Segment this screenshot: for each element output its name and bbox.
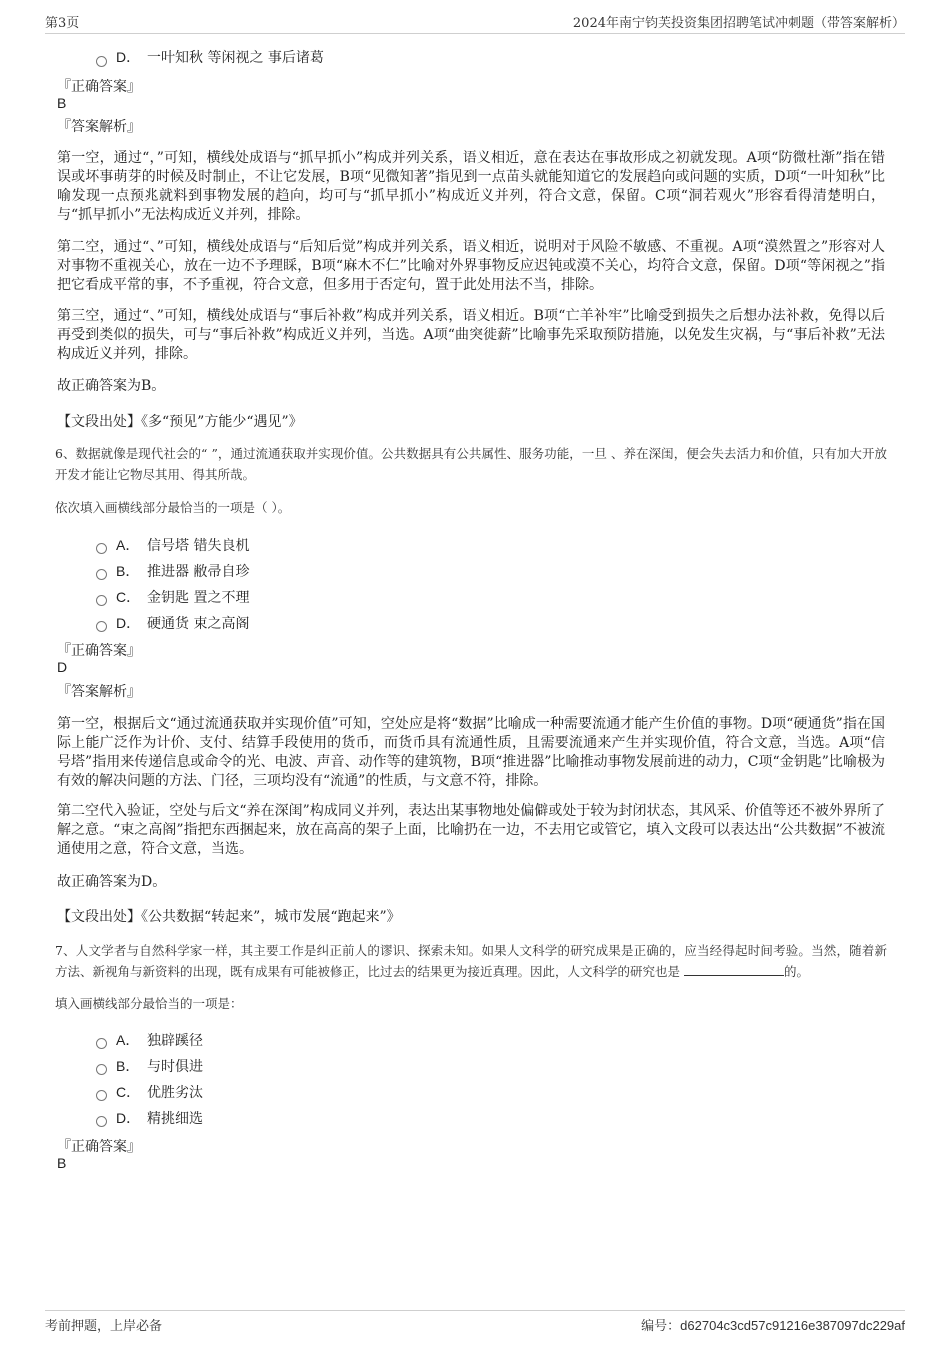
answer-value: B	[57, 1155, 67, 1171]
option-b-letter: B．	[116, 563, 140, 579]
option-c-radio[interactable]	[96, 1090, 107, 1101]
analysis-conclusion: 故正确答案为B。	[57, 378, 166, 394]
question-text: 6、数据就像是现代社会的“ ”，通过流通获取并实现价值。公共数据具有公共属性、服务功能，一旦 、养在深闺，便会失去活力和价值，只有加大开放开发才能让它物尽其用、得其所哉。	[55, 446, 887, 482]
answer-value: B	[57, 95, 67, 111]
analysis-paragraph: 第一空，根据后文“通过流通获取并实现价值”可知，空处应是将“数据”比喻成一种需要流通才能产生价值的事物。D项“硬通货”指在国际上能广泛作为计价、支付、结算手段使用的货币，而货币具有流通性质，且需要流通来产生并实现价值，符合文意，当选。A项“信号塔”指用来传递信息或命令的光、电波、声音、动作等的建筑物，B项“推进器”比喻推动事物发展前进的动力，C项“金钥匙”比喻极为有效的解决问题的方法、门径，三项均没有“流通”的性质，与文意不符，排除。	[57, 716, 885, 789]
analysis-label: 『答案解析』	[57, 119, 141, 135]
answer-label: 『正确答案』	[57, 1139, 141, 1155]
question-text-after: 的。	[784, 964, 810, 979]
option-d-letter: D．	[116, 615, 141, 631]
option-b-letter: B．	[116, 1058, 140, 1074]
footer-divider	[45, 1310, 905, 1311]
document-code-value: d62704c3cd57c91216e387097dc229af	[680, 1318, 905, 1333]
analysis-conclusion: 故正确答案为D。	[57, 874, 167, 890]
question-text-before: 7、人文学者与自然科学家一样，其主要工作是纠正前人的谬识、探索未知。如果人文科学的研究成果是正确的，应当经得起时间考验。当然，随着新方法、新视角与新资料的出现，既有成果有可能被修正，比过去的结果更为接近真理。因此，人文科学的研究也是	[55, 943, 887, 979]
question-prompt: 填入画横线部分最恰当的一项是：	[55, 996, 243, 1011]
option-a-text: 信号塔 错失良机	[147, 538, 250, 554]
header-divider	[45, 33, 905, 34]
question-prompt: 依次填入画横线部分最恰当的一项是（ ）。	[55, 500, 291, 515]
source-citation: 【文段出处】《公共数据“转起来”，城市发展“跑起来”》	[57, 909, 401, 925]
option-a-radio[interactable]	[96, 1038, 107, 1049]
option-d-text: 硬通货 束之高阁	[147, 616, 250, 632]
option-a-text: 独辟蹊径	[147, 1033, 203, 1049]
analysis-paragraph: 第三空，通过“、”可知，横线处成语与“事后补救”构成并列关系，语义相近。B项“亡羊补牢”比喻受到损失之后想办法补救，免得以后再受到类似的损失，可与“事后补救”构成近义并列，当选。A项“曲突徙薪”比喻事先采取预防措施，以免发生灾祸，与“事后补救”无法构成近义并列，排除。	[57, 308, 885, 362]
option-d-text: 一叶知秋 等闲视之 事后诸葛	[147, 50, 324, 66]
option-d-letter: D．	[116, 49, 141, 65]
answer-label: 『正确答案』	[57, 79, 141, 95]
option-a-letter: A．	[116, 537, 140, 553]
option-c-text: 优胜劣汰	[147, 1085, 203, 1101]
option-d-text: 精挑细选	[147, 1111, 203, 1127]
analysis-label: 『答案解析』	[57, 684, 141, 700]
option-c-letter: C．	[116, 1084, 141, 1100]
option-c-letter: C．	[116, 589, 141, 605]
document-title: 2024年南宁钧芙投资集团招聘笔试冲刺题（带答案解析）	[572, 16, 905, 31]
option-d-radio[interactable]	[96, 1116, 107, 1127]
option-b-radio[interactable]	[96, 569, 107, 580]
fill-blank	[684, 964, 784, 976]
analysis-paragraph: 第一空，通过“，”可知，横线处成语与“抓早抓小”构成并列关系，语义相近，意在表达在事故形成之初就发现。A项“防微杜渐”指在错误或坏事萌芽的时候及时制止，不让它发展，B项“见微知著”指见到一点苗头就能知道它的发展趋向或问题的实质，D项“一叶知秋”比喻发现一点预兆就料到事物发展的趋向，均可与“抓早抓小”构成近义并列，符合文意，保留。C项“洞若观火”形容看得清楚明白，与“抓早抓小”无法构成近义并列，排除。	[57, 150, 885, 223]
option-d-letter: D．	[116, 1110, 141, 1126]
option-c-radio[interactable]	[96, 595, 107, 606]
page-number: 第3页	[45, 16, 80, 31]
option-d-radio[interactable]	[96, 56, 107, 67]
document-code-label: 编号：	[641, 1319, 681, 1334]
option-a-radio[interactable]	[96, 543, 107, 554]
answer-label: 『正确答案』	[57, 643, 141, 659]
analysis-paragraph: 第二空代入验证，空处与后文“养在深闺”构成同义并列，表达出某事物地处偏僻或处于较为封闭状态，其风采、价值等还不被外界所了解之意。“束之高阁”指把东西捆起来，放在高高的架子上面，比喻扔在一边，不去用它或管它，填入文段可以表达出“公共数据”不被流通使用之意，符合文意，当选。	[57, 803, 885, 857]
option-d-radio[interactable]	[96, 621, 107, 632]
option-b-text: 推进器 敝帚自珍	[147, 564, 250, 580]
document-code	[641, 1315, 905, 1334]
option-a-letter: A．	[116, 1032, 140, 1048]
source-citation: 【文段出处】《多“预见”方能少“遇见”》	[57, 414, 303, 430]
option-b-text: 与时俱进	[147, 1059, 203, 1075]
question-text	[55, 940, 887, 982]
option-c-text: 金钥匙 置之不理	[147, 590, 250, 606]
option-b-radio[interactable]	[96, 1064, 107, 1075]
analysis-paragraph: 第二空，通过“、”可知，横线处成语与“后知后觉”构成并列关系，语义相近，说明对于风险不敏感、不重视。A项“漠然置之”形容对人对事物不重视关心，放在一边不予理睬，B项“麻木不仁”比喻对外界事物反应迟钝或漠不关心，均符合文意，保留。D项“等闲视之”指把它看成平常的事，不予重视，符合文意，但多用于否定句，置于此处用法不当，排除。	[57, 239, 885, 293]
answer-value: D	[57, 659, 68, 675]
footer-slogan: 考前押题，上岸必备	[45, 1319, 163, 1334]
